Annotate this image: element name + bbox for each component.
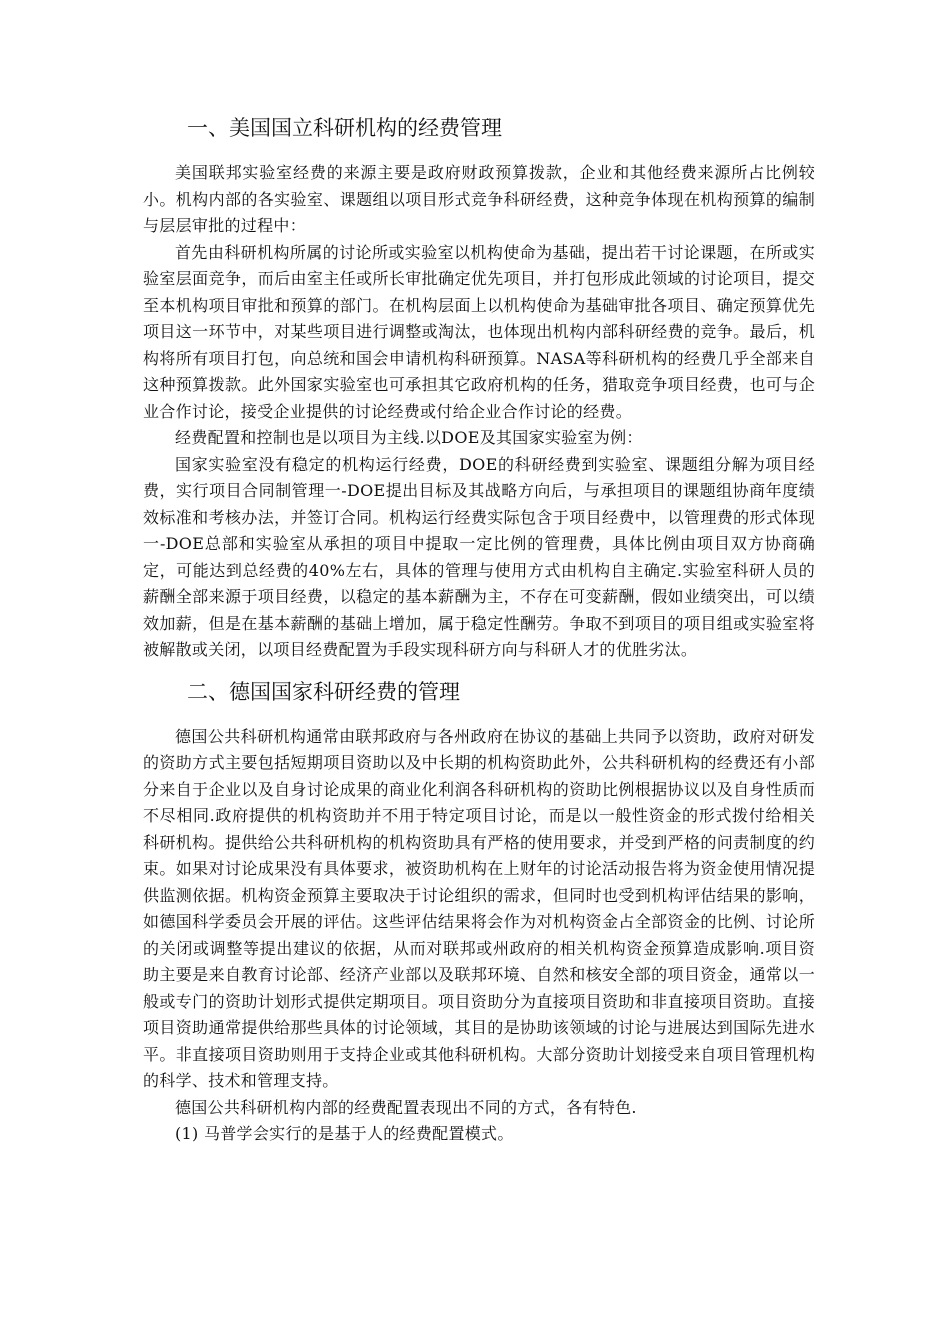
paragraph: 美国联邦实验室经费的来源主要是政府财政预算拨款，企业和其他经费来源所占比例较小。机构内部的各实验室、课题组以项目形式竞争科研经费，这种竞争体现在机构预算的编制与层层审批的过程中：	[143, 163, 815, 235]
section-heading-us: 一、美国国立科研机构的经费管理	[187, 116, 502, 140]
paragraph: 国家实验室没有稳定的机构运行经费，DOE的科研经费到实验室、课题组分解为项目经费，实行项目合同制管理一-DOE提出目标及其战略方向后，与承担项目的课题组协商年度绩效标准和考核办法，并签订合同。机构运行经费实际包含于项目经费中，以管理费的形式体现一-DOE总部和实验室从承担的项目中提取一定比例的管理费，具体比例由项目双方协商确定，可能达到总经费的40%左右，具体的管理与使用方式由机构自主确定.实验室科研人员的薪酬全部来源于项目经费，以稳定的基本薪酬为主，不存在可变薪酬，假如业绩突出，可以绩效加薪，但是在基本薪酬的基础上增加，属于稳定性酬劳。争取不到项目的项目组或实验室将被解散或关闭，以项目经费配置为手段实现科研方向与科研人才的优胜劣汰。	[143, 454, 815, 659]
paragraph: 首先由科研机构所属的讨论所或实验室以机构使命为基础，提出若干讨论课题，在所或实验室层面竞争，而后由室主任或所长审批确定优先项目，并打包形成此领域的讨论项目，提交至本机构项目审批和预算的部门。在机构层面上以机构使命为基础审批各项目、确定预算优先项目这一环节中，对某些项目进行调整或淘汰，也体现出机构内部科研经费的竞争。最后，机构将所有项目打包，向总统和国会申请机构科研预算。NASA等科研机构的经费几乎全部来自这种预算拨款。此外国家实验室也可承担其它政府机构的任务，猎取竞争项目经费，也可与企业合作讨论，接受企业提供的讨论经费或付给企业合作讨论的经费。	[143, 242, 815, 421]
document-page	[143, 108, 815, 1148]
paragraph: 德国公共科研机构通常由联邦政府与各州政府在协议的基础上共同予以资助，政府对研发的资助方式主要包括短期项目资助以及中长期的机构资助此外，公共科研机构的经费还有小部分来自于企业以及自身讨论成果的商业化利润各科研机构的资助比例根据协议以及自身性质而不尽相同.政府提供的机构资助并不用于特定项目讨论，而是以一般性资金的形式拨付给相关科研机构。提供给公共科研机构的机构资助具有严格的使用要求，并受到严格的问责制度的约束。如果对讨论成果没有具体要求，被资助机构在上财年的讨论活动报告将为资金使用情况提供监测依据。机构资金预算主要取决于讨论组织的需求，但同时也受到机构评估结果的影响，如德国科学委员会开展的评估。这些评估结果将会作为对机构资金占全部资金的比例、讨论所的关闭或调整等提出建议的依据，从而对联邦或州政府的相关机构资金预算造成影响.项目资助主要是来自教育讨论部、经济产业部以及联邦环境、自然和核安全部的项目资金，通常以一般或专门的资助计划形式提供定期项目。项目资助分为直接项目资助和非直接项目资助。直接项目资助通常提供给那些具体的讨论领域，其目的是协助该领域的讨论与进展达到国际先进水平。非直接项目资助则用于支持企业或其他科研机构。大部分资助计划接受来自项目管理机构的科学、技术和管理支持。	[143, 726, 815, 1090]
paragraph: (1) 马普学会实行的是基于人的经费配置模式。	[175, 1124, 514, 1143]
paragraph: 经费配置和控制也是以项目为主线.以DOE及其国家实验室为例：	[175, 428, 643, 447]
section-heading-germany: 二、德国国家科研经费的管理	[187, 679, 460, 704]
paragraph: 德国公共科研机构内部的经费配置表现出不同的方式，各有特色.	[175, 1097, 637, 1117]
